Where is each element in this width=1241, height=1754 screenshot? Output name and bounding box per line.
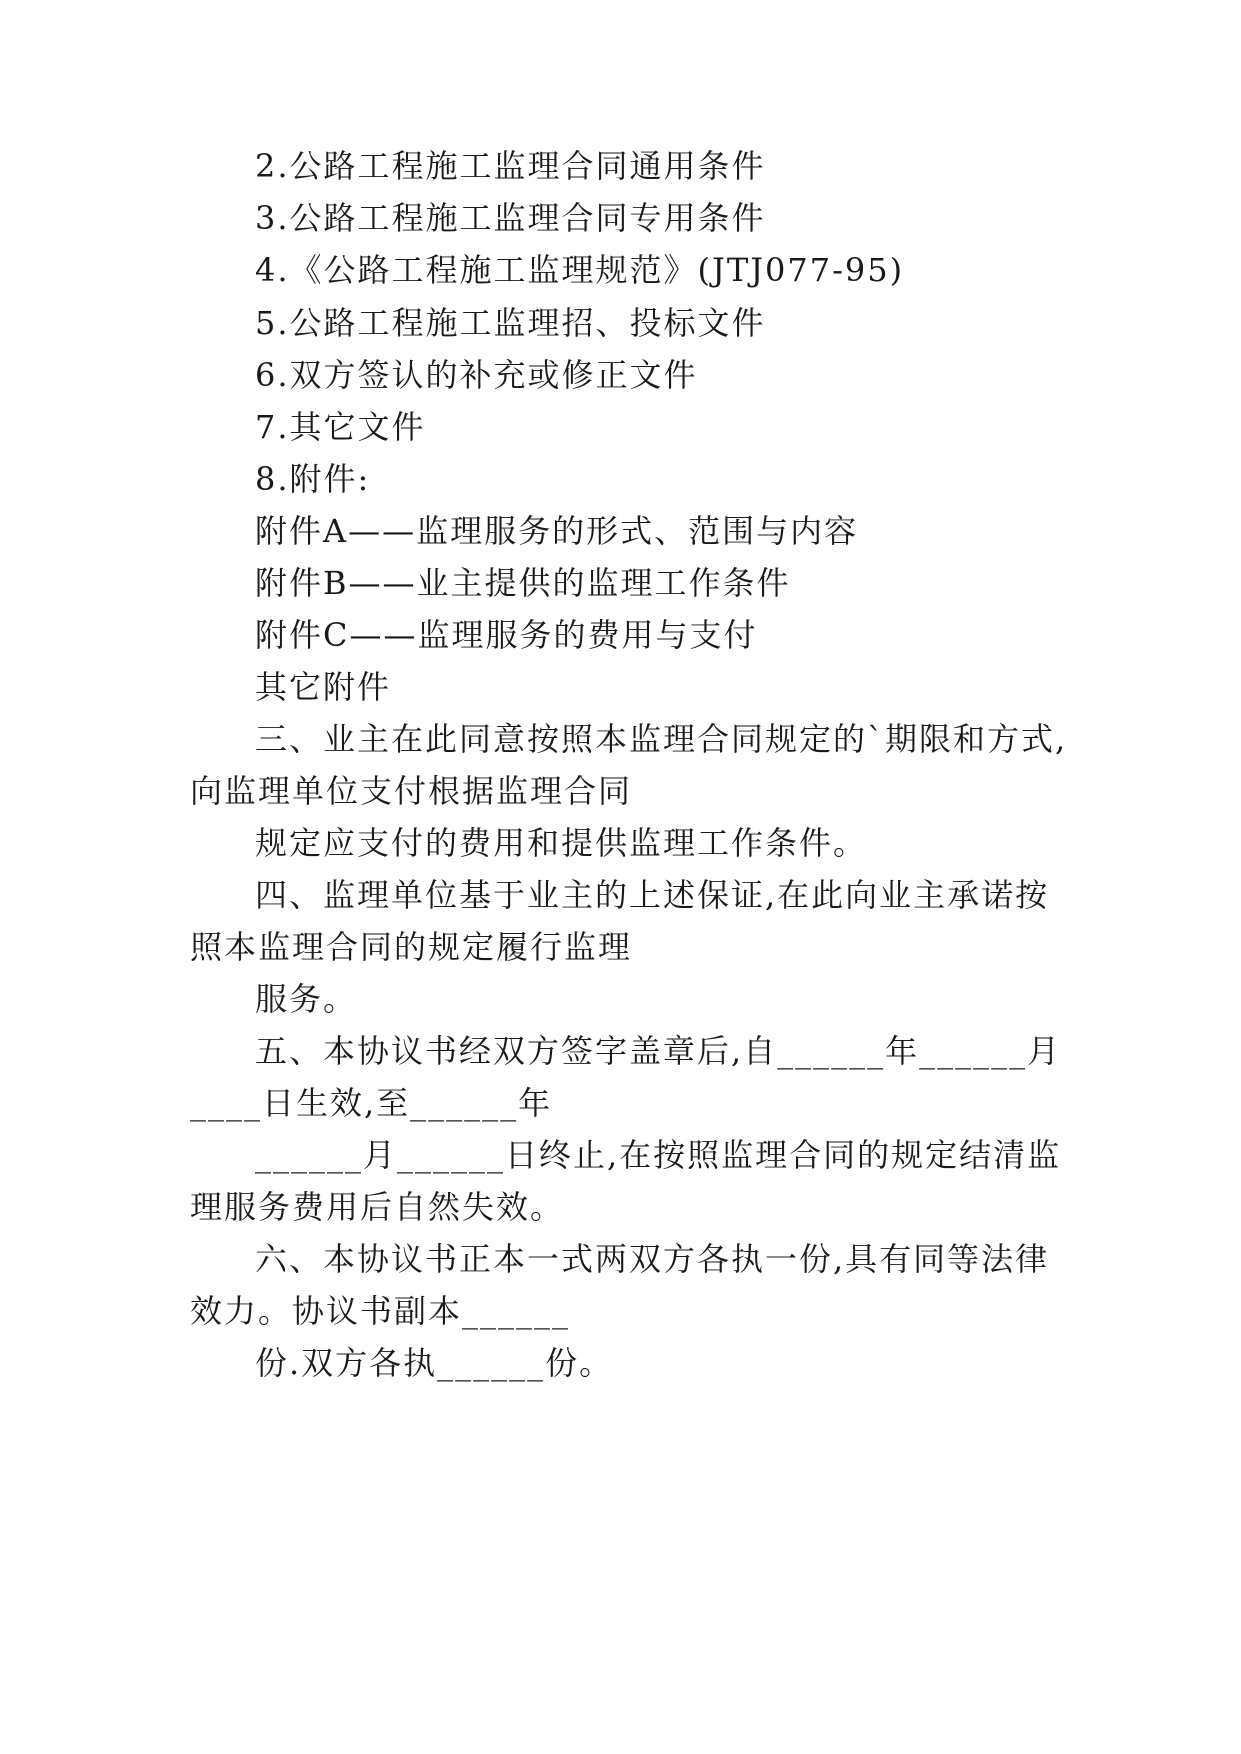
clause-4-line-1: 四、监理单位基于业主的上述保证,在此向业主承诺按 [255, 876, 1050, 914]
attachment-other: 其它附件 [255, 668, 392, 706]
clause-6-line-2: 效力。协议书副本______ [190, 1292, 571, 1330]
clause-4-line-3: 服务。 [255, 980, 358, 1018]
attachment-c: 附件C——监理服务的费用与支付 [255, 616, 758, 654]
attachment-b: 附件B——业主提供的监理工作条件 [255, 564, 791, 602]
attachment-a: 附件A——监理服务的形式、范围与内容 [255, 512, 859, 550]
clause-5-line-3: ______月______日终止,在按照监理合同的规定结清监 [255, 1136, 1062, 1174]
list-item-6: 6.双方签认的补充或修正文件 [255, 356, 698, 394]
clause-3-line-3: 规定应支付的费用和提供监理工作条件。 [255, 824, 868, 862]
list-item-8: 8.附件: [255, 460, 371, 498]
clause-5-line-2: ____日生效,至______年 [190, 1084, 553, 1122]
clause-5-line-4: 理服务费用后自然失效。 [190, 1188, 565, 1226]
list-item-7: 7.其它文件 [255, 408, 426, 446]
clause-3-line-2: 向监理单位支付根据监理合同 [190, 772, 633, 810]
clause-3-line-1: 三、业主在此同意按照本监理合同规定的`期限和方式, [255, 720, 1068, 758]
clause-4-line-2: 照本监理合同的规定履行监理 [190, 928, 633, 966]
list-item-4: 4.《公路工程施工监理规范》(JTJ077-95) [255, 251, 905, 289]
list-item-3: 3.公路工程施工监理合同专用条件 [255, 199, 766, 237]
list-item-5: 5.公路工程施工监理招、投标文件 [255, 304, 766, 342]
list-item-2: 2.公路工程施工监理合同通用条件 [255, 147, 766, 185]
clause-6-line-3: 份.双方各执______份。 [255, 1344, 614, 1382]
clause-5-line-1: 五、本协议书经双方签字盖章后,自______年______月 [255, 1032, 1062, 1070]
clause-6-line-1: 六、本协议书正本一式两双方各执一份,具有同等法律 [255, 1240, 1050, 1278]
